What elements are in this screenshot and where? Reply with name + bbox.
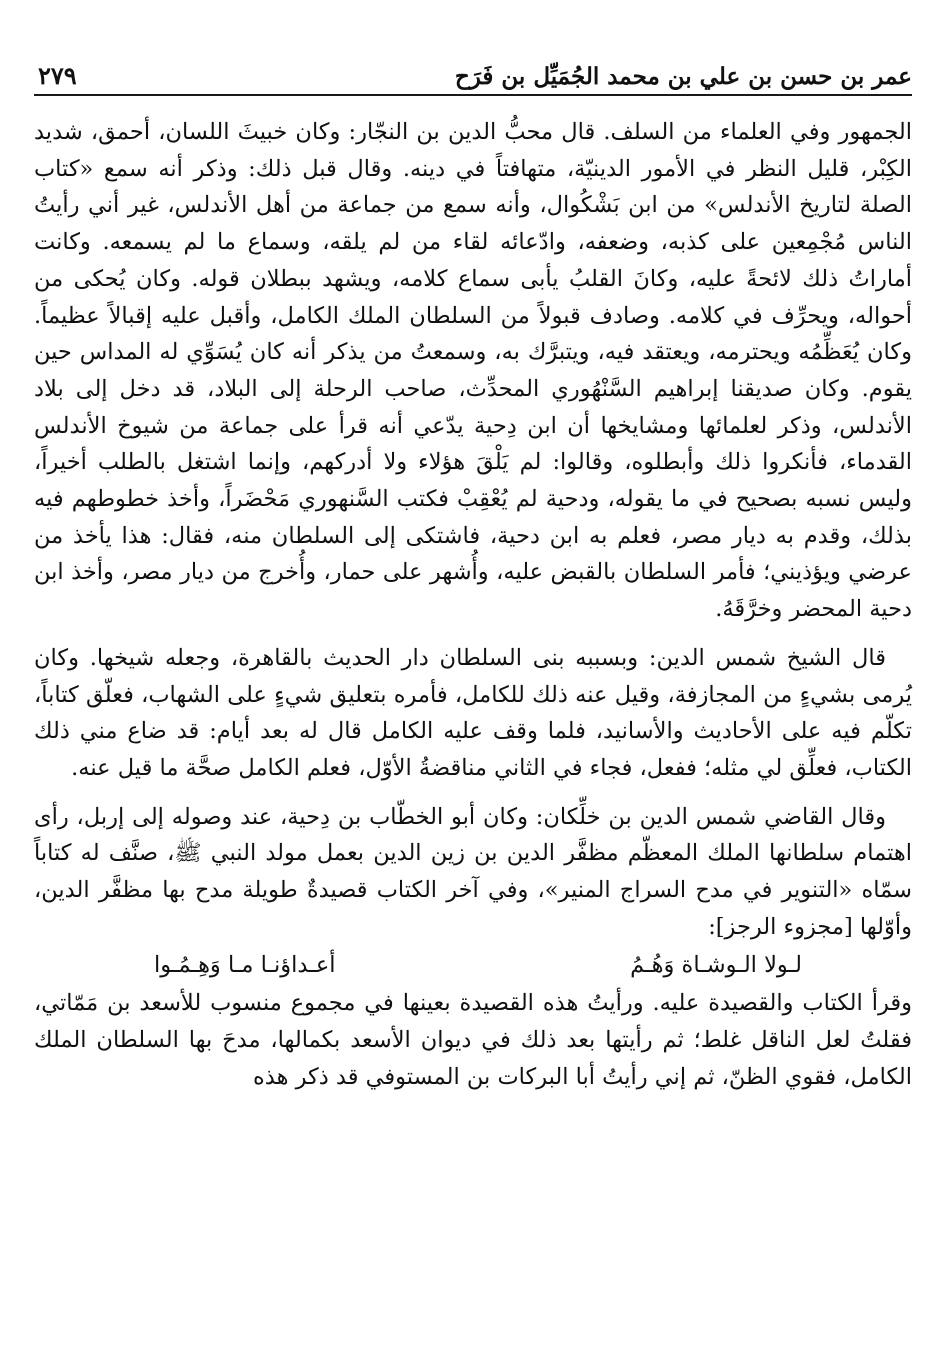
book-page: [34, 40, 912, 1350]
header-title: عمر بن حسن بن علي بن محمد الجُمَيِّل بن فَرَح: [454, 63, 912, 90]
poem-verse: [34, 945, 912, 985]
body-text: [34, 114, 912, 1096]
verse-first-hemistich: لـولا الـوشـاة وَهُـمُ: [630, 952, 802, 979]
paragraph-1: الجمهور وفي العلماء من السلف. قال محبُّ الدين بن النجّار: وكان خبيثَ اللسان، أحمق، شديد الكِبْر، قليل النظر في الأمور الدينيّة، متهافتاً في دينه. وقال قبل ذلك: وذكر أنه سمع «كتاب الصلة لتاريخ الأندلس» من ابن بَشْكُوال، وأنه سمع من جماعة من أهل الأندلس، غير أني رأيتُ الناس مُجْمِعين على كذبه، وضعفه، وادّعائه لقاء من لم يلقه، وسماع ما لم يسمعه. وكانت أماراتُ ذلك لائحةً عليه، وكانَ القلبُ يأبى سماع كلامه، ويشهد ببطلان قوله. وكان يُحكى من أحواله، ويحرِّف في كلامه. وصادف قبولاً من السلطان الملك الكامل، وأقبل عليه إقبالاً عظيماً. وكان يُعَظِّمُه ويحترمه، ويعتقد فيه، ويتبرَّك به، وسمعتُ من يذكر أنه كان يُسَوِّي له المداس حين يقوم. وكان صديقنا إبراهيم السَّنْهُوري المحدِّث، صاحب الرحلة إلى البلاد، قد دخل إلى بلاد الأندلس، وذكر لعلمائها ومشايخها أن ابن دِحية يدّعي أنه قرأ على جماعة من شيوخ الأندلس القدماء، فأنكروا ذلك وأبطلوه، وقالوا: لم يَلْقَ هؤلاء ولا أدركهم، وإنما اشتغل بالطلب أخيراً، وليس نسبه بصحيح في ما يقوله، ودحية لم يُعْقِبْ فكتب السَّنهوري مَحْضَراً، وأخذ خطوطهم فيه بذلك، وقدم به ديار مصر، فعلم به ابن دحية، فاشتكى إلى السلطان منه، فقال: هذا يأخذ من عرضي ويؤذيني؛ فأمر السلطان بالقبض عليه، وأُشهر على حمار، وأُخرج من ديار مصر، وأخذ ابن دحية المحضر وخرَّقَهُ.: [34, 119, 912, 623]
paragraph-4: وقرأ الكتاب والقصيدة عليه. ورأيتُ هذه القصيدة بعينها في مجموع منسوب للأسعد بن مَمّاتي، فقلتُ لعل الناقل غلط؛ ثم رأيتها بعد ذلك في ديوان الأسعد بكمالها، مدحَ بها السلطان الملك الكامل، فقوي الظنّ، ثم إني رأيتُ أبا البركات بن المستوفي قد ذكر هذه: [34, 990, 912, 1090]
paragraph-3: وقال القاضي شمس الدين بن خلِّكان: وكان أبو الخطّاب بن دِحية، عند وصوله إلى إربل، رأى اهتمام سلطانها الملك المعظّم مظفَّر الدين بن زين الدين بعمل مولد النبي ﷺ، صنَّف له كتاباً سمّاه «التنوير في مدح السراج المنير»، وفي آخر الكتاب قصيدةٌ طويلة مدح بها مظفَّر الدين، وأوّلها [مجزوء الرجز]:: [34, 803, 912, 940]
paragraph-2: قال الشيخ شمس الدين: وبسببه بنى السلطان دار الحديث بالقاهرة، وجعله شيخها. وكان يُرمى بشيءٍ من المجازفة، وقيل عنه ذلك للكامل، فأمره بتعليق شيءٍ على الشهاب، فعلّق كتاباً، تكلّم فيه على الأحاديث والأسانيد، فلما وقف عليه الكامل قال له بعد أيام: قد ضاع مني ذلك الكتاب، فعلِّق لي مثله؛ ففعل، فجاء في الثاني مناقضةُ الأوّل، فعلم الكامل صحَّة ما قيل عنه.: [34, 644, 912, 781]
running-header: [34, 40, 912, 96]
verse-second-hemistich: أعـداؤنـا مـا وَهِـمُـوا: [154, 952, 336, 979]
page-number: ٢٧٩: [38, 61, 77, 90]
